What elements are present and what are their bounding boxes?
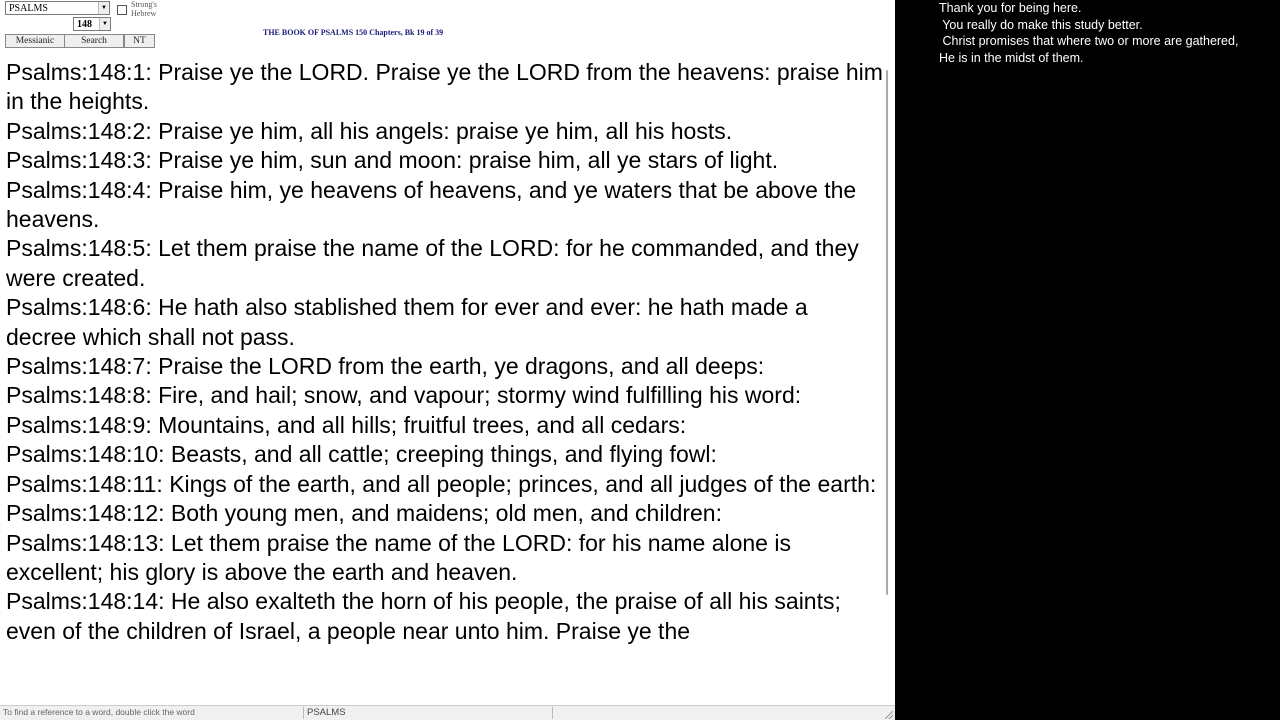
verse-line[interactable]: Psalms:148:11: Kings of the earth, and all people; princes, and all judges of the earth: <box>6 470 877 497</box>
verse-line[interactable]: Psalms:148:5: Let them praise the name of the LORD: for he commanded, and they were created. <box>6 235 859 291</box>
verse-line[interactable]: Psalms:148:10: Beasts, and all cattle; creeping things, and flying fowl: <box>6 441 717 468</box>
chevron-down-icon[interactable]: ▼ <box>99 18 110 30</box>
book-select[interactable] <box>5 1 110 15</box>
messianic-button[interactable]: Messianic <box>5 34 65 48</box>
overlay-line: He is in the midst of them. <box>939 50 1084 65</box>
verse-line[interactable]: Psalms:148:13: Let them praise the name of the LORD: for his name alone is excellent; his glory is above the earth and heaven. <box>6 529 791 585</box>
verse-line[interactable]: Psalms:148:1: Praise ye the LORD. Praise ye the LORD from the heavens: praise him in the heights. <box>6 59 883 115</box>
verse-scrollbar[interactable] <box>884 70 890 698</box>
verse-line[interactable]: Psalms:148:12: Both young men, and maidens; old men, and children: <box>6 500 722 527</box>
overlay-line: Christ promises that where two or more are gathered, <box>939 34 1239 48</box>
chapter-select-value: 148 <box>77 19 92 30</box>
verse-line[interactable]: Psalms:148:7: Praise the LORD from the earth, ye dragons, and all deeps: <box>6 353 765 380</box>
message-overlay <box>895 0 1280 720</box>
nt-button[interactable]: NT <box>124 34 155 48</box>
verse-line[interactable]: Psalms:148:8: Fire, and hail; snow, and vapour; stormy wind fulfilling his word: <box>6 382 802 409</box>
strongs-label-line2: Hebrew <box>131 9 157 18</box>
scrollbar-thumb[interactable] <box>886 70 888 595</box>
status-book: PSALMS <box>303 707 553 719</box>
verse-line[interactable]: Psalms:148:14: He also exalteth the horn of his people, the praise of all his saints; even of the children of Israel, a people near unto him. Praise ye the <box>6 588 841 644</box>
resize-grip-icon[interactable] <box>885 711 893 719</box>
overlay-line: You really do make this study better. <box>939 17 1143 32</box>
chevron-down-icon[interactable]: ▼ <box>98 2 109 14</box>
search-button[interactable]: Search <box>64 34 124 48</box>
overlay-line: Thank you for being here. <box>939 1 1082 15</box>
strongs-checkbox[interactable] <box>117 5 127 15</box>
book-select-value: PSALMS <box>9 3 48 14</box>
verse-line[interactable]: Psalms:148:3: Praise ye him, sun and moon: praise him, all ye stars of light. <box>6 147 779 174</box>
status-hint: To find a reference to a word, double click the word <box>3 707 195 717</box>
status-bar <box>0 705 895 720</box>
verse-text-area[interactable] <box>6 58 884 705</box>
verse-line[interactable]: Psalms:148:4: Praise him, ye heavens of heavens, and ye waters that be above the heavens. <box>6 176 857 233</box>
chapter-select[interactable] <box>73 17 111 31</box>
verse-line[interactable]: Psalms:148:6: He hath also stablished them for ever and ever: he hath made a decree which shall not pass. <box>6 294 808 350</box>
verse-line[interactable]: Psalms:148:2: Praise ye him, all his angels: praise ye him, all his hosts. <box>6 117 733 144</box>
book-title: THE BOOK OF PSALMS 150 Chapters, Bk 19 of 39 <box>263 28 444 37</box>
strongs-label-line1: Strong's <box>131 0 157 9</box>
verse-line[interactable]: Psalms:148:9: Mountains, and all hills; fruitful trees, and all cedars: <box>6 411 687 438</box>
strongs-label <box>131 0 157 18</box>
